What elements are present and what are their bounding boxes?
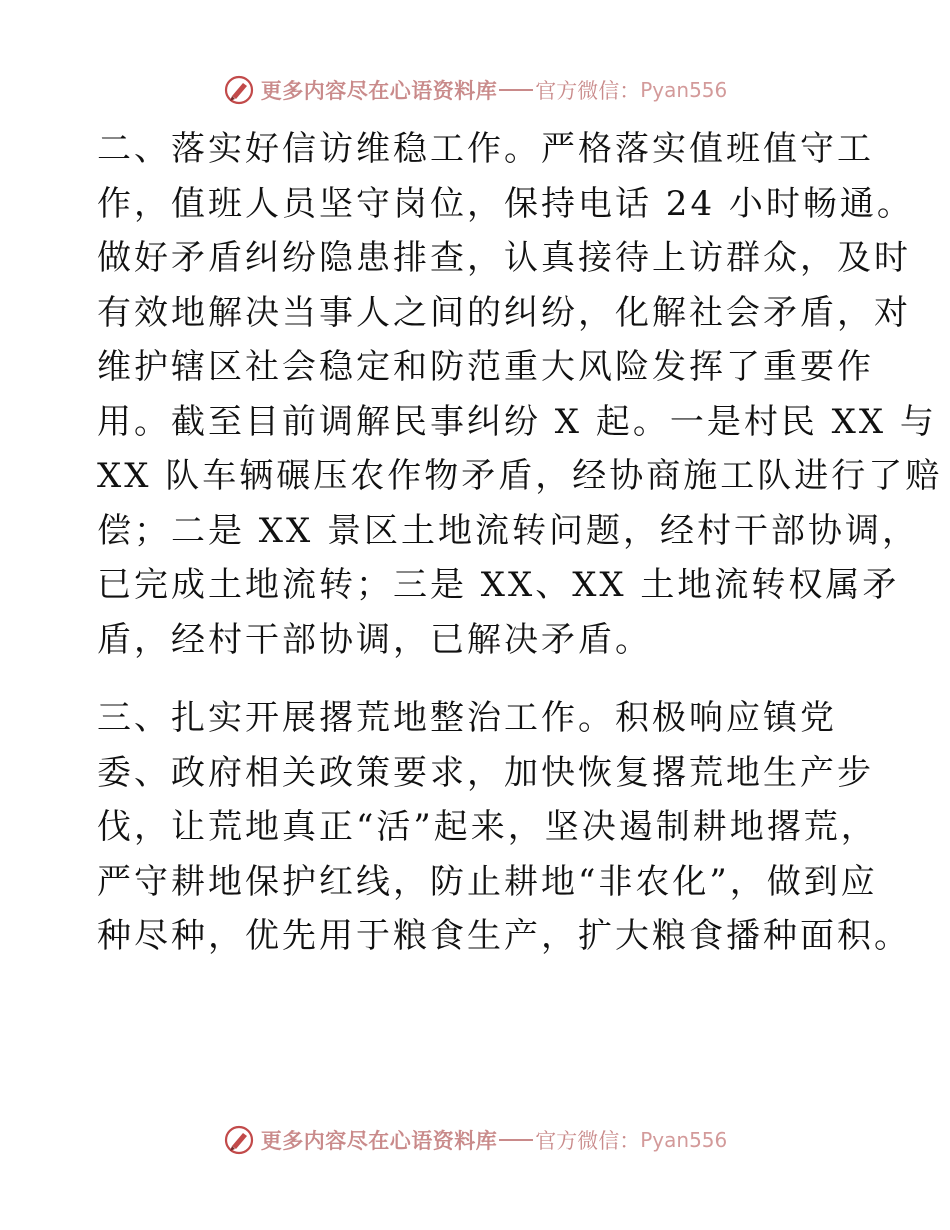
text-line: XX 队车辆碾压农作物矛盾，经协商施工队进行了赔 — [97, 456, 943, 496]
text-line: 二、落实好信访维稳工作。严格落实值班值守工 — [97, 129, 874, 169]
watermark-banner-bottom — [0, 1120, 950, 1160]
watermark-contact-label: 官方微信： — [535, 1129, 641, 1153]
text-line: 三、扎实开展撂荒地整治工作。积极响应镇党 — [97, 698, 837, 738]
watermark-dash — [499, 89, 533, 91]
text-line: 伐，让荒地真正“活”起来，坚决遏制耕地撂荒， — [97, 807, 878, 847]
text-line: 用。截至目前调解民事纠纷 X 起。一是村民 XX 与 — [97, 401, 937, 442]
pen-logo-icon — [223, 1124, 255, 1156]
text-line: 有效地解决当事人之间的纠纷，化解社会矛盾，对 — [97, 292, 911, 333]
document-body — [97, 122, 943, 964]
watermark-banner-top — [0, 70, 950, 110]
text-line: 维护辖区社会稳定和防范重大风险发挥了重要作 — [97, 347, 874, 387]
text-line: 作，值班人员坚守岗位，保持电话 24 小时畅通。 — [97, 183, 914, 224]
watermark-contact-label: 官方微信： — [535, 79, 641, 103]
text-line: 种尽种，优先用于粮食生产，扩大粮食播种面积。 — [97, 916, 911, 956]
watermark-contact-id: Pyan556 — [640, 78, 728, 102]
text-line: 偿；二是 XX 景区土地流转问题，经村干部协调， — [97, 510, 920, 551]
pen-logo-icon — [223, 74, 255, 106]
watermark-contact-id: Pyan556 — [640, 1128, 728, 1152]
paragraph-petition-stability — [97, 122, 943, 667]
text-line: 委、政府相关政策要求，加快恢复撂荒地生产步 — [97, 752, 874, 793]
paragraph-abandoned-land — [97, 691, 911, 964]
text-line: 做好矛盾纠纷隐患排查，认真接待上访群众，及时 — [97, 238, 911, 278]
watermark-main-text: 更多内容尽在心语资料库 — [260, 78, 498, 103]
text-line: 已完成土地流转；三是 XX、XX 土地流转权属矛 — [97, 565, 900, 605]
text-line: 盾，经村干部协调，已解决矛盾。 — [97, 619, 652, 660]
text-line: 严守耕地保护红线，防止耕地“非农化”，做到应 — [97, 861, 878, 902]
watermark-dash — [499, 1139, 533, 1141]
watermark-main-text: 更多内容尽在心语资料库 — [260, 1128, 498, 1153]
